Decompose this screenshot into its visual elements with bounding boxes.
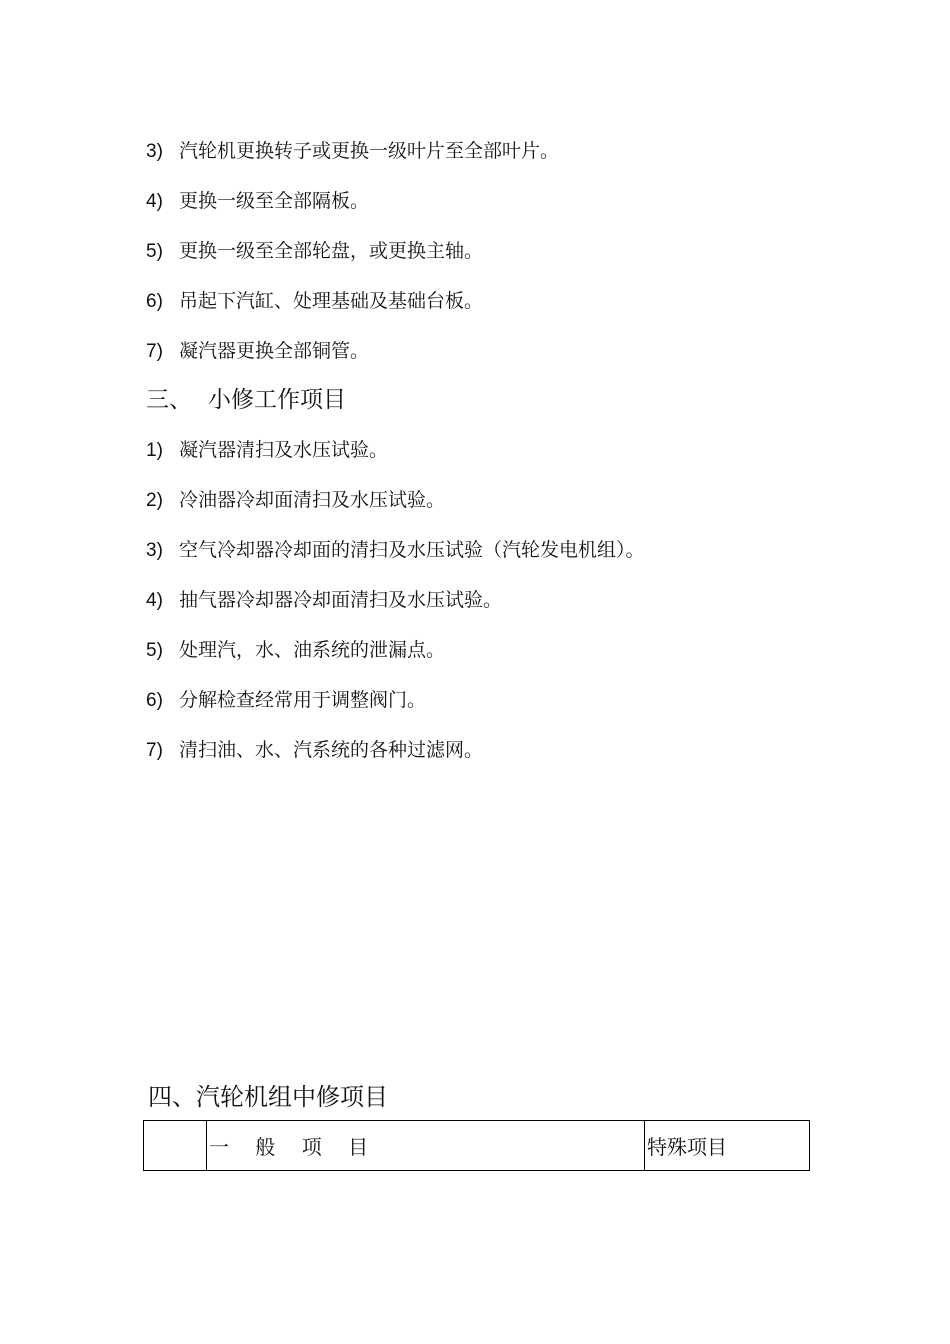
overhaul-item-5 [146, 239, 483, 264]
table-cell-index [144, 1121, 207, 1171]
item-text: 清扫油、水、汽系统的各种过滤网。 [179, 739, 484, 761]
overhaul-item-4 [146, 189, 369, 214]
minor-item-7 [146, 738, 483, 763]
table-header-special-items: 特殊项目 [645, 1121, 810, 1171]
overhaul-item-7 [146, 339, 369, 364]
section-number: 三、 [146, 387, 192, 413]
section-three-heading [146, 386, 346, 414]
item-number: 2) [146, 490, 163, 511]
repair-items-table [143, 1120, 810, 1171]
item-text: 吊起下汽缸、处理基础及基础台板。 [179, 290, 484, 312]
item-number: 3) [146, 141, 163, 162]
item-text: 处理汽，水、油系统的泄漏点。 [179, 639, 446, 661]
item-text: 凝汽器清扫及水压试验。 [179, 439, 389, 461]
item-number: 4) [146, 590, 163, 611]
overhaul-item-6 [146, 289, 483, 314]
minor-item-3 [146, 538, 645, 563]
minor-item-4 [146, 588, 502, 613]
section-four-heading: 四、汽轮机组中修项目 [148, 1083, 388, 1111]
item-number: 6) [146, 690, 163, 711]
item-text: 抽气器冷却器冷却面清扫及水压试验。 [179, 589, 503, 611]
overhaul-item-3 [146, 139, 559, 164]
item-number: 3) [146, 540, 163, 561]
item-number: 6) [146, 291, 163, 312]
item-number: 5) [146, 241, 163, 262]
section-title: 小修工作项目 [208, 387, 346, 413]
minor-item-1 [146, 438, 388, 463]
table-header-general-items: 一 般 项 目 [207, 1121, 645, 1171]
item-text: 更换一级至全部隔板。 [179, 190, 370, 212]
minor-item-2 [146, 488, 445, 513]
item-number: 4) [146, 191, 163, 212]
item-text: 凝汽器更换全部铜管。 [179, 340, 370, 362]
minor-item-5 [146, 638, 445, 663]
item-text: 空气冷却器冷却面的清扫及水压试验（汽轮发电机组）。 [179, 539, 645, 561]
table-row [144, 1121, 810, 1171]
item-number: 7) [146, 341, 163, 362]
item-number: 7) [146, 740, 163, 761]
item-number: 5) [146, 640, 163, 661]
item-text: 分解检查经常用于调整阀门。 [179, 689, 427, 711]
item-text: 汽轮机更换转子或更换一级叶片至全部叶片。 [179, 140, 560, 162]
item-text: 更换一级至全部轮盘，或更换主轴。 [179, 240, 484, 262]
minor-item-6 [146, 688, 426, 713]
item-number: 1) [146, 440, 163, 461]
item-text: 冷油器冷却面清扫及水压试验。 [179, 489, 446, 511]
